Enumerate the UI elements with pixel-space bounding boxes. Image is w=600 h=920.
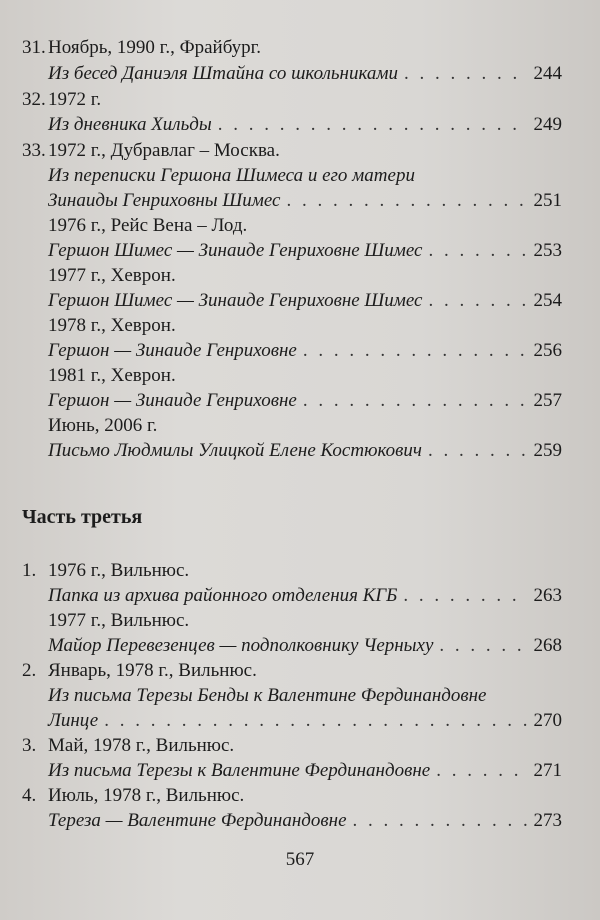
entry-page: 271: [533, 760, 562, 781]
toc-entry-title-line: [0, 684, 600, 708]
entry-heading: 1978 г., Хеврон.: [48, 315, 176, 336]
leader-dots: [303, 389, 528, 413]
entry-heading: Май, 1978 г., Вильнюс.: [48, 735, 235, 756]
entry-title: Из письма Терезы к Валентине Фердинандовне: [48, 760, 431, 781]
entry-page: 268: [533, 635, 562, 656]
entry-heading: Январь, 1978 г., Вильнюс.: [48, 660, 257, 681]
entry-heading: 1977 г., Хеврон.: [48, 265, 176, 286]
entry-number: 1.: [22, 560, 37, 581]
entry-number: 32.: [22, 89, 46, 110]
entry-title: Папка из архива районного отделения КГБ: [48, 585, 398, 606]
entry-title: Гершон — Зинаиде Генриховне: [48, 340, 297, 361]
entry-title: Майор Перевезенцев — подполковнику Черныху: [48, 635, 434, 656]
entry-title: Гершон Шимес — Зинаиде Генриховне Шимес: [48, 240, 423, 261]
entry-number: 2.: [22, 660, 37, 681]
section-title: Часть третья: [22, 506, 143, 528]
toc-entry-heading: [0, 659, 600, 683]
toc-entry-heading: [0, 214, 600, 238]
leader-dots: [353, 809, 528, 833]
toc-entry[interactable]: [0, 189, 600, 213]
toc-entry-heading: [0, 734, 600, 758]
entry-number: 33.: [22, 140, 46, 161]
entry-heading: 1977 г., Вильнюс.: [48, 610, 190, 631]
entry-title: Гершон Шимес — Зинаиде Генриховне Шимес: [48, 290, 423, 311]
toc-entry[interactable]: [0, 62, 600, 86]
entry-page: 254: [533, 290, 562, 311]
toc-entry[interactable]: [0, 339, 600, 363]
toc-entry[interactable]: [0, 759, 600, 783]
entry-number: 3.: [22, 735, 37, 756]
entry-page: 249: [533, 114, 562, 135]
leader-dots: [428, 439, 528, 463]
toc-entry-heading: [0, 414, 600, 438]
page-number: 567: [285, 849, 315, 870]
leader-dots: [428, 289, 527, 313]
entry-title: Тереза — Валентине Фердинандовне: [48, 810, 347, 831]
entry-title: Зинаиды Генриховны Шимес: [48, 190, 281, 211]
entry-page: 270: [533, 710, 562, 731]
toc-entry-heading: [0, 609, 600, 633]
toc-entry[interactable]: [0, 809, 600, 833]
entry-heading: Июнь, 2006 г.: [48, 415, 158, 436]
entry-title: Из переписки Гершона Шимеса и его матери: [48, 165, 415, 186]
entry-page: 251: [533, 190, 562, 211]
leader-dots: [286, 189, 527, 213]
toc-entry[interactable]: [0, 439, 600, 463]
entry-heading: Июль, 1978 г., Вильнюс.: [48, 785, 245, 806]
leader-dots: [428, 239, 527, 263]
toc-entry-title-line: [0, 164, 600, 188]
toc-entry-heading: [0, 314, 600, 338]
toc-entry-heading: [0, 36, 600, 60]
toc-entry[interactable]: [0, 584, 600, 608]
entry-number: 4.: [22, 785, 37, 806]
entry-title: Из дневника Хильды: [48, 114, 212, 135]
toc-entry-heading: [0, 139, 600, 163]
toc-entry-heading: [0, 784, 600, 808]
entry-page: 256: [533, 340, 562, 361]
leader-dots: [218, 113, 528, 137]
leader-dots: [436, 759, 527, 783]
entry-number: 31.: [22, 37, 46, 58]
entry-heading: Ноябрь, 1990 г., Фрайбург.: [48, 37, 262, 58]
entry-page: 257: [533, 390, 562, 411]
toc-entry[interactable]: [0, 113, 600, 137]
entry-title: Из бесед Даниэля Штайна со школьниками: [48, 63, 398, 84]
entry-title: Письмо Людмилы Улицкой Елене Костюкович: [48, 440, 422, 461]
entry-title: Гершон — Зинаиде Генриховне: [48, 390, 297, 411]
toc-entry-heading: [0, 364, 600, 388]
entry-heading: 1976 г., Рейс Вена – Лод.: [48, 215, 248, 236]
toc-entry[interactable]: [0, 709, 600, 733]
toc-entry[interactable]: [0, 239, 600, 263]
entry-heading: 1972 г.: [48, 89, 102, 110]
toc-entry[interactable]: [0, 389, 600, 413]
toc-entry-heading: [0, 264, 600, 288]
entry-heading: 1976 г., Вильнюс.: [48, 560, 190, 581]
leader-dots: [303, 339, 528, 363]
toc-entry[interactable]: [0, 634, 600, 658]
entry-title: Линце: [48, 710, 99, 731]
leader-dots: [104, 709, 527, 733]
entry-page: 253: [533, 240, 562, 261]
toc-entry-heading: [0, 88, 600, 112]
leader-dots: [404, 62, 528, 86]
entry-page: 263: [533, 585, 562, 606]
toc-entry-heading: [0, 559, 600, 583]
entry-page: 244: [533, 63, 562, 84]
toc-entry[interactable]: [0, 289, 600, 313]
entry-title: Из письма Терезы Бенды к Валентине Фердинандовне: [48, 685, 487, 706]
entry-heading: 1981 г., Хеврон.: [48, 365, 176, 386]
entry-page: 259: [533, 440, 562, 461]
entry-heading: 1972 г., Дубравлаг – Москва.: [48, 140, 280, 161]
entry-page: 273: [533, 810, 562, 831]
leader-dots: [403, 584, 527, 608]
leader-dots: [439, 634, 527, 658]
